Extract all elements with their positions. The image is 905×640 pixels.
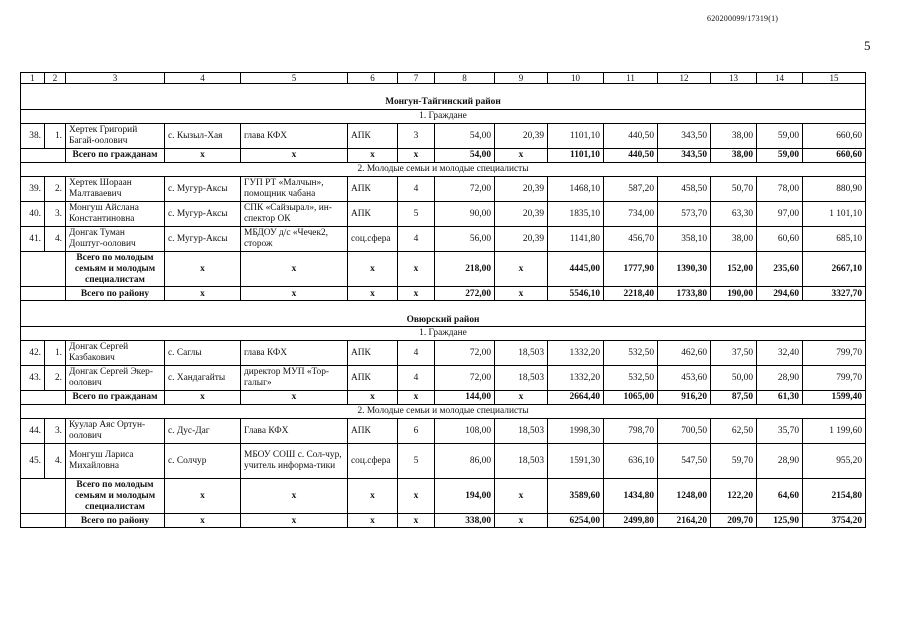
table-cell: 39. bbox=[21, 176, 45, 201]
table-cell: 532,50 bbox=[604, 366, 658, 391]
table-cell: 573,70 bbox=[658, 201, 711, 226]
table-cell: АПК bbox=[348, 419, 398, 444]
table-cell: 42. bbox=[21, 341, 45, 366]
table-cell: Глава КФХ bbox=[241, 419, 348, 444]
table-row bbox=[21, 341, 866, 366]
total-cell: 2664,40 bbox=[548, 391, 604, 405]
district-heading-row bbox=[21, 96, 866, 110]
district-name: Овюрский район bbox=[21, 313, 866, 327]
table-cell: 462,60 bbox=[658, 341, 711, 366]
table-cell: 440,50 bbox=[604, 124, 658, 149]
table-cell: 2. bbox=[45, 176, 66, 201]
table-cell: 5 bbox=[398, 201, 435, 226]
table-cell: 6 bbox=[398, 419, 435, 444]
table-cell: 18,503 bbox=[495, 419, 548, 444]
total-cell: 194,00 bbox=[435, 479, 495, 514]
total-cell: 61,30 bbox=[757, 391, 803, 405]
table-cell: 799,70 bbox=[803, 341, 866, 366]
total-cell: х bbox=[348, 149, 398, 163]
header-row bbox=[21, 73, 866, 84]
table-cell: 38. bbox=[21, 124, 45, 149]
column-number-cell: 6 bbox=[348, 73, 398, 84]
table-row bbox=[21, 176, 866, 201]
total-cell: 338,00 bbox=[435, 514, 495, 528]
table-cell: соц.сфера bbox=[348, 444, 398, 479]
blank-cell bbox=[21, 479, 66, 514]
group-total-row bbox=[21, 149, 866, 163]
total-cell: 218,00 bbox=[435, 251, 495, 286]
spacer-cell bbox=[21, 301, 866, 314]
total-cell: х bbox=[495, 514, 548, 528]
table-cell: 660,60 bbox=[803, 124, 866, 149]
total-cell: 1733,80 bbox=[658, 287, 711, 301]
total-cell: х bbox=[495, 479, 548, 514]
table-cell: 5 bbox=[398, 444, 435, 479]
table-cell: 4. bbox=[45, 444, 66, 479]
total-cell: х bbox=[348, 251, 398, 286]
district-heading-row bbox=[21, 313, 866, 327]
total-cell: х bbox=[398, 479, 435, 514]
table-cell: 108,00 bbox=[435, 419, 495, 444]
total-cell: х bbox=[495, 391, 548, 405]
table-cell: 1141,80 bbox=[548, 226, 604, 251]
column-number-cell: 14 bbox=[757, 73, 803, 84]
total-cell: 272,00 bbox=[435, 287, 495, 301]
column-number-cell: 13 bbox=[711, 73, 757, 84]
table-cell: 20,39 bbox=[495, 124, 548, 149]
group-total-row bbox=[21, 479, 866, 514]
table-cell: 90,00 bbox=[435, 201, 495, 226]
district-total-row bbox=[21, 287, 866, 301]
column-number-cell: 7 bbox=[398, 73, 435, 84]
spacer-cell bbox=[21, 84, 866, 97]
table-cell: Донгак Сергей Экер-оолович bbox=[66, 366, 165, 391]
table-cell: 1998,30 bbox=[548, 419, 604, 444]
total-cell: 2667,10 bbox=[803, 251, 866, 286]
total-cell: х bbox=[348, 514, 398, 528]
table-cell: 78,00 bbox=[757, 176, 803, 201]
table-cell: 343,50 bbox=[658, 124, 711, 149]
table-cell: 3 bbox=[398, 124, 435, 149]
table-row bbox=[21, 419, 866, 444]
total-cell: 5546,10 bbox=[548, 287, 604, 301]
table-cell: 20,39 bbox=[495, 201, 548, 226]
table-cell: 700,50 bbox=[658, 419, 711, 444]
total-cell: х bbox=[241, 514, 348, 528]
table-cell: Монгуш Айслана Константиновна bbox=[66, 201, 165, 226]
total-label: Всего по району bbox=[66, 514, 165, 528]
table-cell: 587,20 bbox=[604, 176, 658, 201]
total-cell: 209,70 bbox=[711, 514, 757, 528]
table-cell: 20,39 bbox=[495, 176, 548, 201]
total-cell: 4445,00 bbox=[548, 251, 604, 286]
table-cell: СПК «Сайзырал», ин-спектор ОК bbox=[241, 201, 348, 226]
total-cell: х bbox=[348, 287, 398, 301]
total-cell: 1248,00 bbox=[658, 479, 711, 514]
total-cell: 6254,00 bbox=[548, 514, 604, 528]
total-cell: 3754,20 bbox=[803, 514, 866, 528]
total-cell: 2164,20 bbox=[658, 514, 711, 528]
table-cell: 636,10 bbox=[604, 444, 658, 479]
total-cell: х bbox=[348, 391, 398, 405]
table-cell: глава КФХ bbox=[241, 124, 348, 149]
table-cell: 45. bbox=[21, 444, 45, 479]
group-total-row bbox=[21, 391, 866, 405]
total-cell: х bbox=[348, 479, 398, 514]
table-cell: Куулар Аяс Ортун-оолович bbox=[66, 419, 165, 444]
table-cell: 1332,20 bbox=[548, 366, 604, 391]
group-title: 1. Граждане bbox=[21, 327, 866, 341]
table-cell: 72,00 bbox=[435, 176, 495, 201]
spacer-row bbox=[21, 301, 866, 314]
table-cell: МБДОУ д/с «Чечек2, сторож bbox=[241, 226, 348, 251]
table-cell: с. Хандагайты bbox=[165, 366, 241, 391]
total-cell: 125,90 bbox=[757, 514, 803, 528]
group-heading-row bbox=[21, 405, 866, 419]
table-cell: 1 101,10 bbox=[803, 201, 866, 226]
district-total-row bbox=[21, 514, 866, 528]
table-cell: АПК bbox=[348, 341, 398, 366]
table-cell: 4. bbox=[45, 226, 66, 251]
column-number-cell: 9 bbox=[495, 73, 548, 84]
column-number-cell: 8 bbox=[435, 73, 495, 84]
total-cell: 152,00 bbox=[711, 251, 757, 286]
total-cell: х bbox=[398, 149, 435, 163]
total-cell: 916,20 bbox=[658, 391, 711, 405]
total-cell: 38,00 bbox=[711, 149, 757, 163]
table-cell: с. Мугур-Аксы bbox=[165, 201, 241, 226]
total-cell: х bbox=[398, 251, 435, 286]
table-cell: 35,70 bbox=[757, 419, 803, 444]
total-cell: 59,00 bbox=[757, 149, 803, 163]
table-cell: ГУП РТ «Малчын», помощник чабана bbox=[241, 176, 348, 201]
table-cell: с. Солчур bbox=[165, 444, 241, 479]
total-cell: 235,60 bbox=[757, 251, 803, 286]
total-cell: 294,60 bbox=[757, 287, 803, 301]
total-cell: 2154,80 bbox=[803, 479, 866, 514]
total-cell: 1599,40 bbox=[803, 391, 866, 405]
total-cell: 440,50 bbox=[604, 149, 658, 163]
column-number-cell: 12 bbox=[658, 73, 711, 84]
group-title: 2. Молодые семьи и молодые специалисты bbox=[21, 405, 866, 419]
total-cell: 3589,60 bbox=[548, 479, 604, 514]
table-cell: МБОУ СОШ с. Сол-чур, учитель информа-тики bbox=[241, 444, 348, 479]
table-cell: 4 bbox=[398, 366, 435, 391]
table-cell: 955,20 bbox=[803, 444, 866, 479]
table-cell: 1. bbox=[45, 341, 66, 366]
document-id: 620200099/17319(1) bbox=[707, 14, 779, 23]
table-cell: с. Мугур-Аксы bbox=[165, 226, 241, 251]
table-cell: 28,90 bbox=[757, 366, 803, 391]
table-cell: АПК bbox=[348, 201, 398, 226]
table-cell: 18,503 bbox=[495, 366, 548, 391]
table-cell: 59,00 bbox=[757, 124, 803, 149]
group-title: 1. Граждане bbox=[21, 110, 866, 124]
table-cell: 59,70 bbox=[711, 444, 757, 479]
total-cell: 87,50 bbox=[711, 391, 757, 405]
group-title: 2. Молодые семьи и молодые специалисты bbox=[21, 163, 866, 177]
table-cell: 20,39 bbox=[495, 226, 548, 251]
table-cell: с. Кызыл-Хая bbox=[165, 124, 241, 149]
table-row bbox=[21, 366, 866, 391]
total-cell: 2218,40 bbox=[604, 287, 658, 301]
group-heading-row bbox=[21, 110, 866, 124]
table-cell: 37,50 bbox=[711, 341, 757, 366]
table-cell: 532,50 bbox=[604, 341, 658, 366]
table-cell: глава КФХ bbox=[241, 341, 348, 366]
table-cell: АПК bbox=[348, 366, 398, 391]
total-cell: 64,60 bbox=[757, 479, 803, 514]
total-cell: х bbox=[495, 251, 548, 286]
total-cell: х bbox=[165, 514, 241, 528]
total-cell: х bbox=[241, 287, 348, 301]
total-cell: х bbox=[241, 391, 348, 405]
group-total-row bbox=[21, 251, 866, 286]
table-cell: АПК bbox=[348, 124, 398, 149]
table-cell: 456,70 bbox=[604, 226, 658, 251]
table-cell: 798,70 bbox=[604, 419, 658, 444]
group-heading-row bbox=[21, 327, 866, 341]
total-cell: х bbox=[165, 287, 241, 301]
table-cell: 32,40 bbox=[757, 341, 803, 366]
table-cell: 44. bbox=[21, 419, 45, 444]
table-cell: с. Мугур-Аксы bbox=[165, 176, 241, 201]
table-cell: 60,60 bbox=[757, 226, 803, 251]
total-cell: х bbox=[165, 149, 241, 163]
table-cell: 38,00 bbox=[711, 124, 757, 149]
total-cell: х bbox=[398, 514, 435, 528]
column-number-cell: 3 bbox=[66, 73, 165, 84]
table-row bbox=[21, 201, 866, 226]
blank-cell bbox=[21, 514, 66, 528]
total-label: Всего по гражданам bbox=[66, 149, 165, 163]
table-cell: 3. bbox=[45, 201, 66, 226]
table-cell: 18,503 bbox=[495, 444, 548, 479]
table-cell: директор МУП «Тор-галыг» bbox=[241, 366, 348, 391]
total-cell: 2499,80 bbox=[604, 514, 658, 528]
blank-cell bbox=[21, 287, 66, 301]
table-cell: 1101,10 bbox=[548, 124, 604, 149]
table-row bbox=[21, 444, 866, 479]
table-cell: 4 bbox=[398, 226, 435, 251]
table-cell: 799,70 bbox=[803, 366, 866, 391]
table-cell: 734,00 bbox=[604, 201, 658, 226]
table-cell: 1. bbox=[45, 124, 66, 149]
column-number-cell: 2 bbox=[45, 73, 66, 84]
table-cell: с. Саглы bbox=[165, 341, 241, 366]
group-heading-row bbox=[21, 163, 866, 177]
table-cell: 547,50 bbox=[658, 444, 711, 479]
table-cell: 43. bbox=[21, 366, 45, 391]
table-cell: 86,00 bbox=[435, 444, 495, 479]
table-cell: 880,90 bbox=[803, 176, 866, 201]
total-cell: х bbox=[165, 391, 241, 405]
table-cell: Монгуш Лариса Михайловна bbox=[66, 444, 165, 479]
total-cell: 660,60 bbox=[803, 149, 866, 163]
blank-cell bbox=[21, 149, 66, 163]
table-cell: 1591,30 bbox=[548, 444, 604, 479]
column-number-cell: 5 bbox=[241, 73, 348, 84]
total-cell: х bbox=[495, 149, 548, 163]
data-table bbox=[20, 72, 866, 528]
table-cell: 41. bbox=[21, 226, 45, 251]
blank-cell bbox=[21, 251, 66, 286]
table-cell: 3. bbox=[45, 419, 66, 444]
table-cell: с. Дус-Даг bbox=[165, 419, 241, 444]
total-cell: 1434,80 bbox=[604, 479, 658, 514]
table-cell: 458,50 bbox=[658, 176, 711, 201]
total-label: Всего по молодым семьям и молодым специалистам bbox=[66, 479, 165, 514]
total-cell: х bbox=[398, 287, 435, 301]
table-cell: 72,00 bbox=[435, 341, 495, 366]
table-cell: 18,503 bbox=[495, 341, 548, 366]
district-name: Монгун-Тайгинский район bbox=[21, 96, 866, 110]
total-cell: 1065,00 bbox=[604, 391, 658, 405]
total-label: Всего по району bbox=[66, 287, 165, 301]
total-cell: х bbox=[241, 479, 348, 514]
table-cell: 97,00 bbox=[757, 201, 803, 226]
total-cell: 3327,70 bbox=[803, 287, 866, 301]
total-cell: 1101,10 bbox=[548, 149, 604, 163]
table-cell: Донгак Туман Доштуг-оолович bbox=[66, 226, 165, 251]
total-cell: х bbox=[398, 391, 435, 405]
table-cell: 50,70 bbox=[711, 176, 757, 201]
total-cell: 1777,90 bbox=[604, 251, 658, 286]
table-cell: 63,30 bbox=[711, 201, 757, 226]
total-cell: 1390,30 bbox=[658, 251, 711, 286]
total-cell: х bbox=[241, 251, 348, 286]
table-cell: 4 bbox=[398, 341, 435, 366]
column-number-cell: 11 bbox=[604, 73, 658, 84]
total-label: Всего по молодым семьям и молодым специалистам bbox=[66, 251, 165, 286]
table-cell: 40. bbox=[21, 201, 45, 226]
total-cell: х bbox=[495, 287, 548, 301]
table-row bbox=[21, 124, 866, 149]
total-cell: 122,20 bbox=[711, 479, 757, 514]
table-cell: Хертек Шораан Малтаваевич bbox=[66, 176, 165, 201]
total-cell: х bbox=[165, 251, 241, 286]
page-number: 5 bbox=[864, 38, 871, 53]
total-cell: х bbox=[165, 479, 241, 514]
table-cell: 1468,10 bbox=[548, 176, 604, 201]
table-cell: 38,00 bbox=[711, 226, 757, 251]
table-cell: Донгак Сергей Казбакович bbox=[66, 341, 165, 366]
table-cell: 358,10 bbox=[658, 226, 711, 251]
table-cell: 54,00 bbox=[435, 124, 495, 149]
spacer-row bbox=[21, 84, 866, 97]
total-label: Всего по гражданам bbox=[66, 391, 165, 405]
total-cell: х bbox=[241, 149, 348, 163]
table-cell: 2. bbox=[45, 366, 66, 391]
table-cell: 1 199,60 bbox=[803, 419, 866, 444]
table-row bbox=[21, 226, 866, 251]
column-number-cell: 4 bbox=[165, 73, 241, 84]
table-cell: 28,90 bbox=[757, 444, 803, 479]
total-cell: 144,00 bbox=[435, 391, 495, 405]
table-cell: соц.сфера bbox=[348, 226, 398, 251]
column-number-cell: 15 bbox=[803, 73, 866, 84]
total-cell: 343,50 bbox=[658, 149, 711, 163]
total-cell: 190,00 bbox=[711, 287, 757, 301]
blank-cell bbox=[21, 391, 66, 405]
total-cell: 54,00 bbox=[435, 149, 495, 163]
table-cell: 453,60 bbox=[658, 366, 711, 391]
column-number-cell: 10 bbox=[548, 73, 604, 84]
table-cell: 56,00 bbox=[435, 226, 495, 251]
table-cell: АПК bbox=[348, 176, 398, 201]
table-cell: 1332,20 bbox=[548, 341, 604, 366]
table-cell: 62,50 bbox=[711, 419, 757, 444]
table-cell: Хертек Григорий Багай-оолович bbox=[66, 124, 165, 149]
column-number-cell: 1 bbox=[21, 73, 45, 84]
table-cell: 72,00 bbox=[435, 366, 495, 391]
table-cell: 1835,10 bbox=[548, 201, 604, 226]
table-cell: 4 bbox=[398, 176, 435, 201]
table-cell: 685,10 bbox=[803, 226, 866, 251]
table-cell: 50,00 bbox=[711, 366, 757, 391]
